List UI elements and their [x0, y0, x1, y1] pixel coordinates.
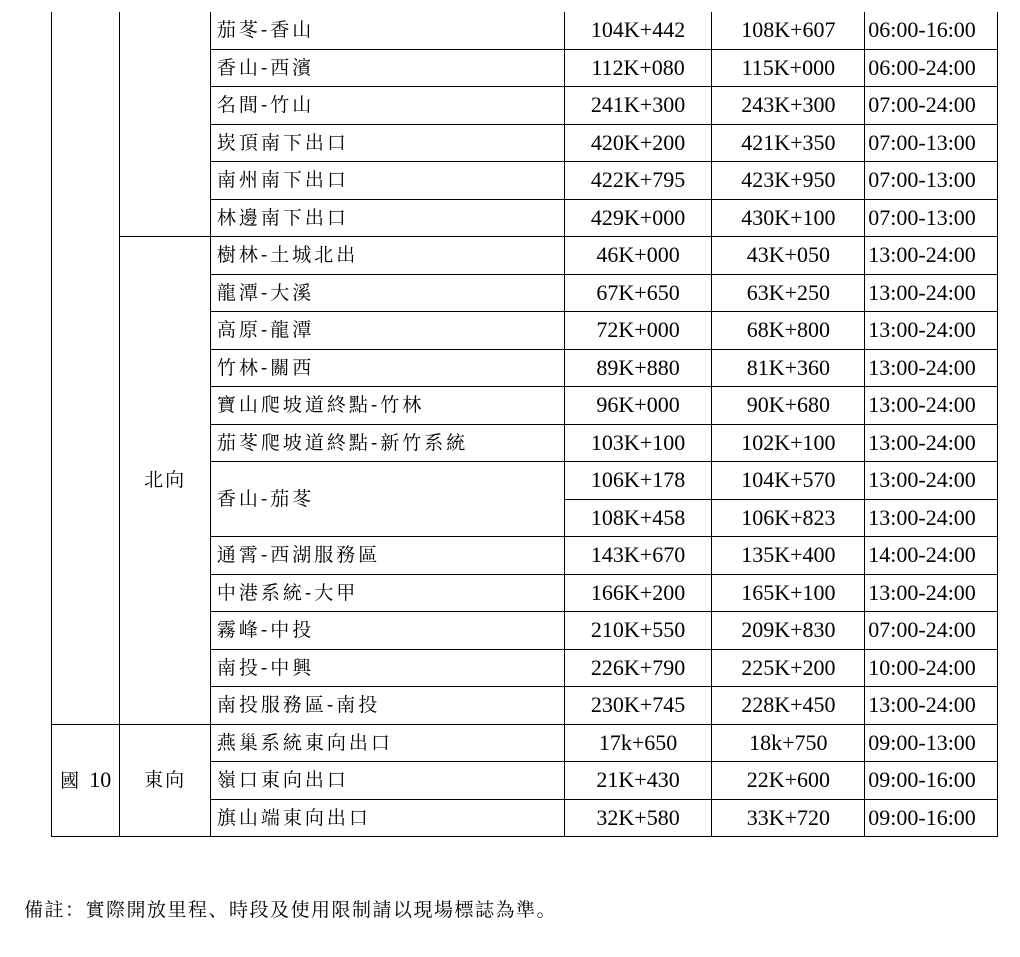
time-cell: 13:00-24:00 — [865, 687, 998, 725]
end-km-cell: 43K+050 — [712, 237, 865, 275]
time-cell: 13:00-24:00 — [865, 462, 998, 500]
time-cell: 07:00-13:00 — [865, 162, 998, 200]
start-km-cell: 32K+580 — [564, 799, 712, 837]
start-km-cell: 106K+178 — [564, 462, 712, 500]
time-cell: 07:00-24:00 — [865, 612, 998, 650]
start-km-cell: 166K+200 — [564, 574, 712, 612]
end-km-cell: 108K+607 — [712, 12, 865, 49]
end-km-cell: 90K+680 — [712, 387, 865, 425]
section-cell: 旗山端東向出口 — [210, 799, 564, 837]
end-km-cell: 430K+100 — [712, 199, 865, 237]
section-cell: 中港系統-大甲 — [210, 574, 564, 612]
start-km-cell: 67K+650 — [564, 274, 712, 312]
time-cell: 06:00-24:00 — [865, 49, 998, 87]
time-cell: 14:00-24:00 — [865, 537, 998, 575]
start-km-cell: 104K+442 — [564, 12, 712, 49]
table-row — [52, 724, 998, 762]
start-km-cell: 230K+745 — [564, 687, 712, 725]
time-cell: 13:00-24:00 — [865, 237, 998, 275]
section-cell: 南投-中興 — [210, 649, 564, 687]
footnote: 備註：實際開放里程、時段及使用限制請以現場標誌為準。 — [24, 899, 558, 921]
start-km-cell: 420K+200 — [564, 124, 712, 162]
time-cell: 13:00-24:00 — [865, 312, 998, 350]
start-km-cell: 429K+000 — [564, 199, 712, 237]
start-km-cell: 17k+650 — [564, 724, 712, 762]
start-km-cell: 112K+080 — [564, 49, 712, 87]
end-km-cell: 228K+450 — [712, 687, 865, 725]
section-cell: 燕巢系統東向出口 — [210, 724, 564, 762]
section-cell: 香山-西濱 — [210, 49, 564, 87]
end-km-cell: 102K+100 — [712, 424, 865, 462]
time-cell: 09:00-16:00 — [865, 799, 998, 837]
start-km-cell: 21K+430 — [564, 762, 712, 800]
end-km-cell: 104K+570 — [712, 462, 865, 500]
section-cell: 茄苳-香山 — [210, 12, 564, 49]
start-km-cell: 143K+670 — [564, 537, 712, 575]
section-cell: 南州南下出口 — [210, 162, 564, 200]
time-cell: 07:00-24:00 — [865, 87, 998, 125]
end-km-cell: 115K+000 — [712, 49, 865, 87]
section-cell: 名間-竹山 — [210, 87, 564, 125]
time-cell: 09:00-13:00 — [865, 724, 998, 762]
highway-prefix: 國 — [60, 769, 82, 792]
end-km-cell: 243K+300 — [712, 87, 865, 125]
time-cell: 13:00-24:00 — [865, 574, 998, 612]
direction-cell: 東向 — [120, 724, 210, 837]
highway-cell — [52, 12, 120, 724]
end-km-cell: 33K+720 — [712, 799, 865, 837]
end-km-cell: 18k+750 — [712, 724, 865, 762]
start-km-cell: 46K+000 — [564, 237, 712, 275]
section-cell: 茄苳爬坡道終點-新竹系統 — [210, 424, 564, 462]
start-km-cell: 108K+458 — [564, 499, 712, 537]
start-km-cell: 226K+790 — [564, 649, 712, 687]
section-cell: 寶山爬坡道終點-竹林 — [210, 387, 564, 425]
time-cell: 13:00-24:00 — [865, 349, 998, 387]
start-km-cell: 96K+000 — [564, 387, 712, 425]
start-km-cell: 241K+300 — [564, 87, 712, 125]
start-km-cell: 422K+795 — [564, 162, 712, 200]
section-cell: 崁頂南下出口 — [210, 124, 564, 162]
end-km-cell: 68K+800 — [712, 312, 865, 350]
end-km-cell: 63K+250 — [712, 274, 865, 312]
end-km-cell: 225K+200 — [712, 649, 865, 687]
highway-number: 10 — [89, 766, 112, 792]
section-cell: 龍潭-大溪 — [210, 274, 564, 312]
end-km-cell: 423K+950 — [712, 162, 865, 200]
time-cell: 13:00-24:00 — [865, 424, 998, 462]
time-cell: 07:00-13:00 — [865, 199, 998, 237]
end-km-cell: 209K+830 — [712, 612, 865, 650]
section-cell: 竹林-關西 — [210, 349, 564, 387]
start-km-cell: 72K+000 — [564, 312, 712, 350]
section-cell: 高原-龍潭 — [210, 312, 564, 350]
end-km-cell: 106K+823 — [712, 499, 865, 537]
end-km-cell: 165K+100 — [712, 574, 865, 612]
direction-cell: 北向 — [120, 237, 210, 725]
end-km-cell: 22K+600 — [712, 762, 865, 800]
start-km-cell: 210K+550 — [564, 612, 712, 650]
section-cell: 林邊南下出口 — [210, 199, 564, 237]
end-km-cell: 135K+400 — [712, 537, 865, 575]
time-cell: 09:00-16:00 — [865, 762, 998, 800]
start-km-cell: 103K+100 — [564, 424, 712, 462]
table-row — [52, 12, 998, 49]
section-cell: 通霄-西湖服務區 — [210, 537, 564, 575]
section-cell: 霧峰-中投 — [210, 612, 564, 650]
highway-cell — [52, 724, 120, 837]
time-cell: 10:00-24:00 — [865, 649, 998, 687]
shoulder-lane-schedule-table — [51, 12, 998, 837]
time-cell: 07:00-13:00 — [865, 124, 998, 162]
table-row — [52, 237, 998, 275]
time-cell: 06:00-16:00 — [865, 12, 998, 49]
section-cell: 香山-茄苳 — [210, 462, 564, 537]
end-km-cell: 421K+350 — [712, 124, 865, 162]
direction-cell — [120, 12, 210, 237]
section-cell: 南投服務區-南投 — [210, 687, 564, 725]
time-cell: 13:00-24:00 — [865, 499, 998, 537]
section-cell: 嶺口東向出口 — [210, 762, 564, 800]
section-cell: 樹林-土城北出 — [210, 237, 564, 275]
end-km-cell: 81K+360 — [712, 349, 865, 387]
time-cell: 13:00-24:00 — [865, 387, 998, 425]
start-km-cell: 89K+880 — [564, 349, 712, 387]
time-cell: 13:00-24:00 — [865, 274, 998, 312]
